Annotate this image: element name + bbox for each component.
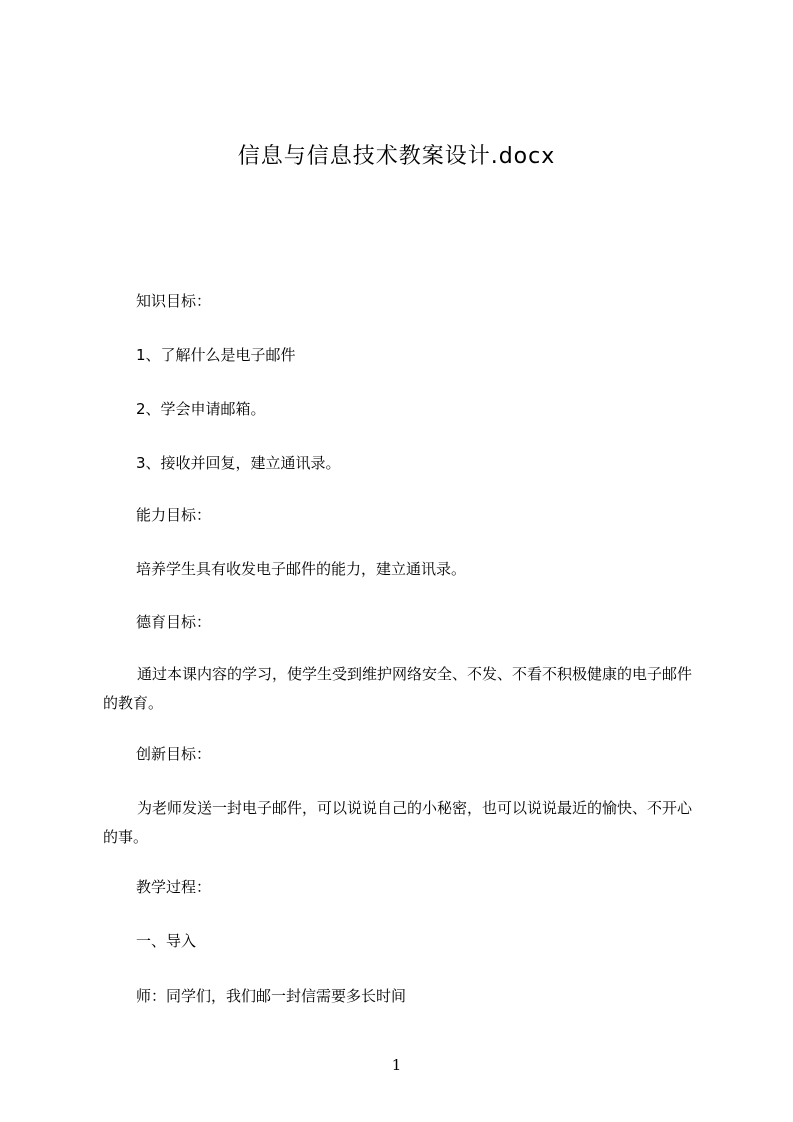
innovation-goal-text: 为老师发送一封电子邮件，可以说说自己的小秘密，也可以说说最近的愉快、不开心的事。 bbox=[103, 799, 693, 846]
teacher-dialogue-line: 师：同学们，我们邮一封信需要多长时间 bbox=[136, 987, 407, 1005]
page-number: 1 bbox=[391, 1056, 402, 1074]
section-1-heading: 一、导入 bbox=[136, 932, 197, 950]
knowledge-goal-1: 1、了解什么是电子邮件 bbox=[136, 346, 296, 364]
knowledge-goals-heading: 知识目标： bbox=[136, 292, 212, 310]
knowledge-goal-2: 2、学会申请邮箱。 bbox=[136, 400, 266, 418]
moral-goal-text: 通过本课内容的学习，使学生受到维护网络安全、不发、不看不积极健康的电子邮件的教育。 bbox=[103, 665, 693, 712]
innovation-goals-heading: 创新目标： bbox=[136, 745, 212, 763]
document-title: 信息与信息技术教案设计.docx bbox=[237, 144, 556, 169]
ability-goals-heading: 能力目标： bbox=[136, 506, 212, 524]
teaching-process-heading: 教学过程： bbox=[136, 878, 212, 896]
knowledge-goal-3: 3、接收并回复，建立通讯录。 bbox=[136, 454, 341, 472]
ability-goal-text: 培养学生具有收发电子邮件的能力，建立通讯录。 bbox=[136, 560, 467, 578]
moral-goals-heading: 德育目标： bbox=[136, 613, 212, 631]
